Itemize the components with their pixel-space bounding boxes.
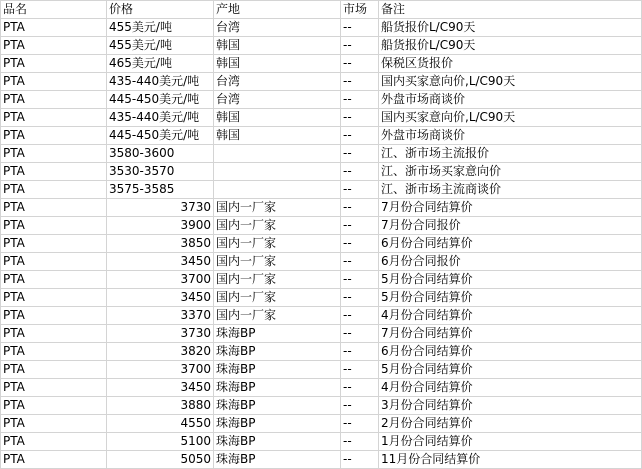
price-cell: 3730 — [107, 325, 214, 343]
header-price: 价格 — [107, 1, 214, 19]
table-row — [1, 163, 642, 181]
remark-cell: 6月份合同结算价 — [379, 343, 642, 361]
remark-cell: 船货报价L/C90天 — [379, 37, 642, 55]
origin-cell: 珠海BP — [214, 325, 341, 343]
price-cell: 3700 — [107, 361, 214, 379]
market-cell: -- — [341, 19, 379, 37]
table-row — [1, 235, 642, 253]
table-row — [1, 361, 642, 379]
remark-cell: 外盘市场商谈价 — [379, 127, 642, 145]
table-row — [1, 145, 642, 163]
remark-cell: 5月份合同结算价 — [379, 271, 642, 289]
table-row — [1, 397, 642, 415]
remark-cell: 1月份合同结算价 — [379, 433, 642, 451]
market-cell: -- — [341, 289, 379, 307]
table-row — [1, 181, 642, 199]
remark-cell: 国内买家意向价,L/C90天 — [379, 73, 642, 91]
origin-cell: 国内一厂家 — [214, 289, 341, 307]
market-cell: -- — [341, 325, 379, 343]
remark-cell: 7月份合同报价 — [379, 217, 642, 235]
price-cell: 3730 — [107, 199, 214, 217]
product-cell: PTA — [1, 235, 107, 253]
product-cell: PTA — [1, 397, 107, 415]
header-row — [1, 1, 642, 19]
remark-cell: 7月份合同结算价 — [379, 325, 642, 343]
table-row — [1, 451, 642, 469]
table-row — [1, 379, 642, 397]
origin-cell: 国内一厂家 — [214, 235, 341, 253]
price-cell: 465美元/吨 — [107, 55, 214, 73]
product-cell: PTA — [1, 325, 107, 343]
origin-cell: 珠海BP — [214, 415, 341, 433]
price-cell: 5100 — [107, 433, 214, 451]
table-row — [1, 307, 642, 325]
product-cell: PTA — [1, 217, 107, 235]
market-cell: -- — [341, 235, 379, 253]
market-cell: -- — [341, 433, 379, 451]
remark-cell: 7月份合同结算价 — [379, 199, 642, 217]
market-cell: -- — [341, 127, 379, 145]
remark-cell: 船货报价L/C90天 — [379, 19, 642, 37]
origin-cell: 台湾 — [214, 19, 341, 37]
table-row — [1, 109, 642, 127]
market-cell: -- — [341, 271, 379, 289]
header-remark: 备注 — [379, 1, 642, 19]
remark-cell: 5月份合同结算价 — [379, 361, 642, 379]
product-cell: PTA — [1, 253, 107, 271]
price-cell: 3370 — [107, 307, 214, 325]
product-cell: PTA — [1, 451, 107, 469]
remark-cell: 保税区货报价 — [379, 55, 642, 73]
product-cell: PTA — [1, 19, 107, 37]
product-cell: PTA — [1, 37, 107, 55]
market-cell: -- — [341, 145, 379, 163]
origin-cell: 珠海BP — [214, 451, 341, 469]
price-cell: 3900 — [107, 217, 214, 235]
origin-cell: 韩国 — [214, 109, 341, 127]
remark-cell: 6月份合同报价 — [379, 253, 642, 271]
table-row — [1, 91, 642, 109]
remark-cell: 外盘市场商谈价 — [379, 91, 642, 109]
origin-cell: 珠海BP — [214, 379, 341, 397]
table-row — [1, 253, 642, 271]
table-row — [1, 271, 642, 289]
origin-cell: 国内一厂家 — [214, 271, 341, 289]
market-cell: -- — [341, 253, 379, 271]
remark-cell: 4月份合同结算价 — [379, 379, 642, 397]
table-row — [1, 19, 642, 37]
origin-cell: 国内一厂家 — [214, 307, 341, 325]
header-product: 品名 — [1, 1, 107, 19]
table-body — [1, 19, 642, 469]
product-cell: PTA — [1, 379, 107, 397]
remark-cell: 11月份合同结算价 — [379, 451, 642, 469]
origin-cell: 国内一厂家 — [214, 199, 341, 217]
origin-cell: 台湾 — [214, 73, 341, 91]
price-cell: 435-440美元/吨 — [107, 73, 214, 91]
price-cell: 3700 — [107, 271, 214, 289]
product-cell: PTA — [1, 433, 107, 451]
price-cell: 435-440美元/吨 — [107, 109, 214, 127]
table-row — [1, 415, 642, 433]
market-cell: -- — [341, 163, 379, 181]
price-cell: 445-450美元/吨 — [107, 91, 214, 109]
market-cell: -- — [341, 91, 379, 109]
table-row — [1, 55, 642, 73]
price-cell: 4550 — [107, 415, 214, 433]
price-cell: 3450 — [107, 253, 214, 271]
origin-cell: 台湾 — [214, 91, 341, 109]
origin-cell — [214, 145, 341, 163]
price-cell: 3850 — [107, 235, 214, 253]
origin-cell: 国内一厂家 — [214, 217, 341, 235]
price-cell: 5050 — [107, 451, 214, 469]
origin-cell: 珠海BP — [214, 361, 341, 379]
table-row — [1, 343, 642, 361]
product-cell: PTA — [1, 307, 107, 325]
remark-cell: 国内买家意向价,L/C90天 — [379, 109, 642, 127]
table-row — [1, 73, 642, 91]
product-cell: PTA — [1, 343, 107, 361]
product-cell: PTA — [1, 127, 107, 145]
remark-cell: 江、浙市场买家意向价 — [379, 163, 642, 181]
remark-cell: 5月份合同结算价 — [379, 289, 642, 307]
table-row — [1, 199, 642, 217]
product-cell: PTA — [1, 289, 107, 307]
origin-cell: 韩国 — [214, 55, 341, 73]
market-cell: -- — [341, 415, 379, 433]
market-cell: -- — [341, 361, 379, 379]
remark-cell: 3月份合同结算价 — [379, 397, 642, 415]
price-cell: 455美元/吨 — [107, 37, 214, 55]
market-cell: -- — [341, 109, 379, 127]
remark-cell: 江、浙市场主流报价 — [379, 145, 642, 163]
product-cell: PTA — [1, 271, 107, 289]
table-row — [1, 217, 642, 235]
table-row — [1, 127, 642, 145]
price-cell: 445-450美元/吨 — [107, 127, 214, 145]
price-cell: 3450 — [107, 289, 214, 307]
price-cell: 3580-3600 — [107, 145, 214, 163]
origin-cell: 珠海BP — [214, 433, 341, 451]
price-cell: 3880 — [107, 397, 214, 415]
market-cell: -- — [341, 397, 379, 415]
product-cell: PTA — [1, 91, 107, 109]
table-row — [1, 325, 642, 343]
product-cell: PTA — [1, 55, 107, 73]
price-cell: 3530-3570 — [107, 163, 214, 181]
product-cell: PTA — [1, 163, 107, 181]
market-cell: -- — [341, 181, 379, 199]
product-cell: PTA — [1, 415, 107, 433]
price-cell: 3820 — [107, 343, 214, 361]
table-row — [1, 289, 642, 307]
market-cell: -- — [341, 307, 379, 325]
price-cell: 3575-3585 — [107, 181, 214, 199]
market-cell: -- — [341, 451, 379, 469]
origin-cell: 珠海BP — [214, 343, 341, 361]
remark-cell: 4月份合同结算价 — [379, 307, 642, 325]
origin-cell: 国内一厂家 — [214, 253, 341, 271]
market-cell: -- — [341, 199, 379, 217]
market-cell: -- — [341, 379, 379, 397]
header-origin: 产地 — [214, 1, 341, 19]
market-cell: -- — [341, 73, 379, 91]
product-cell: PTA — [1, 73, 107, 91]
market-cell: -- — [341, 55, 379, 73]
product-cell: PTA — [1, 181, 107, 199]
remark-cell: 2月份合同结算价 — [379, 415, 642, 433]
remark-cell: 江、浙市场主流商谈价 — [379, 181, 642, 199]
remark-cell: 6月份合同结算价 — [379, 235, 642, 253]
market-cell: -- — [341, 343, 379, 361]
origin-cell: 珠海BP — [214, 397, 341, 415]
origin-cell: 韩国 — [214, 127, 341, 145]
header-market: 市场 — [341, 1, 379, 19]
origin-cell: 韩国 — [214, 37, 341, 55]
table-row — [1, 433, 642, 451]
market-cell: -- — [341, 37, 379, 55]
table-row — [1, 37, 642, 55]
product-cell: PTA — [1, 361, 107, 379]
origin-cell — [214, 163, 341, 181]
market-cell: -- — [341, 217, 379, 235]
origin-cell — [214, 181, 341, 199]
price-cell: 3450 — [107, 379, 214, 397]
price-cell: 455美元/吨 — [107, 19, 214, 37]
product-cell: PTA — [1, 145, 107, 163]
product-cell: PTA — [1, 199, 107, 217]
product-cell: PTA — [1, 109, 107, 127]
